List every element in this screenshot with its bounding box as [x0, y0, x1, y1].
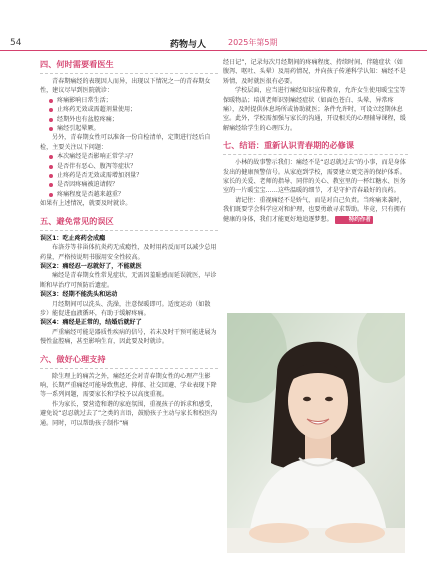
section-4-title: 四、何时需要看医生	[40, 59, 114, 69]
myth-4-title: 误区4：痛经是正常的，结婚后就好了	[40, 319, 142, 327]
section-divider	[223, 154, 408, 155]
section-7-para-1: 小林的故事警示我们：痛经不是“忍忍就过去”的小事，而是身体发出的健康预警信号。从家庭到学校，需要建立更完善的保护体系。家长的关爱、老师的指导、同伴的关心、教室里的一杯红糖水、医务室的一片暖宝宝……这些温暖的细节，才是守护青春最好的良药。	[223, 159, 406, 195]
list-item: 是否伴有恶心、腹泻等症状？	[48, 162, 218, 171]
section-4-para: 另外，青春期女性可以准备一份自检清单，定期进行经后自检，主要关注以下问题：	[40, 134, 211, 151]
list-item: 疼痛影响日常生活；	[48, 96, 218, 105]
myth-3-title: 误区3：经期不能洗头和运动	[40, 291, 118, 299]
eye-right	[325, 397, 333, 401]
section-4-tail: 如果有上述情况，就要及时就诊。	[40, 200, 132, 208]
section-4-intro: 青春期痛经的表现因人而异，出现以下情况之一的青春期女性，建议尽早到医院就诊：	[40, 78, 211, 95]
author-badge: 特约作者	[335, 216, 373, 224]
left-column	[40, 58, 218, 428]
myth-1-title: 误区1：吃止疼药会成瘾	[40, 234, 106, 242]
myth-4-text: 严重痛经可能是器质性疾病的信号，若未及时干预可能进展为慢性盆腔痛，甚至影响生育，因此要及时就诊。	[40, 328, 217, 346]
page-header	[0, 0, 427, 52]
list-item: 本次痛经是否影响正常学习？	[48, 152, 218, 161]
section-7-para-2	[223, 196, 408, 224]
section-divider	[40, 368, 218, 369]
issue-label: 2025年第5期	[228, 38, 278, 47]
myth-1-text: 布洛芬等非甾体抗炎药无成瘾性，及时用药反而可以减少总用药量，严格按说明书服用安全性较高。	[40, 244, 217, 261]
section-divider	[40, 230, 218, 231]
eye-left	[303, 397, 311, 401]
section-5-title: 五、避免常见的误区	[40, 215, 114, 226]
portrait-photo	[227, 313, 405, 553]
list-item: 经期外也有盆腔疼痛；	[48, 115, 218, 124]
continued-para-2: 学校层面，应当进行痛经知识宣传教育，允许女生使用暖宝宝等保暖物品；培训老师识别痛经症状（如面色苍白、头晕、异常疼痛），及时提供休息场所或协助就医；条件允许时，可设立经期休息室。此外，学校需加强与家长的沟通，开设相关的心理辅导课程，缓解痛经给学生的心理压力。	[223, 87, 406, 132]
arm-left	[249, 523, 309, 543]
list-item: 痛经引起晕厥。	[48, 124, 218, 133]
page-number: 54	[10, 38, 22, 48]
checklist	[40, 152, 218, 199]
header-divider	[0, 50, 427, 51]
portrait-illustration	[227, 313, 405, 553]
myth-3-text: 月经期间可以洗头、洗澡，注意保暖即可。适度运动（如散步）能促进血液循环，有助于缓解疼痛。	[40, 300, 211, 317]
myth-2-title: 误区2：痛经忍一忍就好了，不能就医	[40, 262, 142, 270]
right-column	[223, 58, 408, 224]
journal-name: 药物与人	[170, 40, 207, 50]
list-item: 疼痛程度是否越来越重？	[48, 190, 218, 199]
continued-para-1: 经日记”，记录每次月经期间的疼痛程度、持续时间、伴随症状（如腹泻、呕吐、头晕）及用药情况，并向孩子传递科学认知：痛经不是矫情，及时就医很有必要。	[223, 59, 406, 85]
section-6-title: 六、做好心理支持	[40, 353, 106, 364]
symptom-list	[40, 96, 218, 134]
list-item: 止疼药无效或需超剂量使用；	[48, 105, 218, 114]
arm-right	[325, 523, 385, 543]
list-item: 止疼药是否无效或需增加剂量？	[48, 171, 218, 180]
section-6-para-1: 除生理上的痛苦之外，痛经还会对青春期女性的心理产生影响，长期严重痛经可能导致焦虑、抑郁、社交回避、学业表现下降等一系列问题，需要家长和学校予以高度重视。	[40, 372, 217, 399]
list-item: 是否因疼痛被迫请假？	[48, 180, 218, 189]
section-7-para-2-text: 请记住：重视痛经不是娇气，而是对自己负责。当疼痛来袭时，我们既要学会科学应对和护理，也要勇敢寻求帮助。毕竟，只有拥有健康的身体，我们才能更好地追逐梦想。	[223, 196, 406, 223]
section-7-title: 七、结语：重新认识青春期的必修课	[223, 140, 355, 151]
myth-2-text: 痛经是青春期女性常见症状，无需因羞耻感而延误就医，早诊断和早治疗可预防后遗症。	[40, 272, 217, 289]
section-6-para-2: 作为家长，要营造和谐的家庭氛围，重视孩子的诉求和感受，避免说“忍忍就过去了”之类的言语，鼓励孩子主动与家长和校医沟通。同时，可以帮助孩子制作“痛	[40, 400, 217, 427]
section-divider	[40, 73, 218, 74]
